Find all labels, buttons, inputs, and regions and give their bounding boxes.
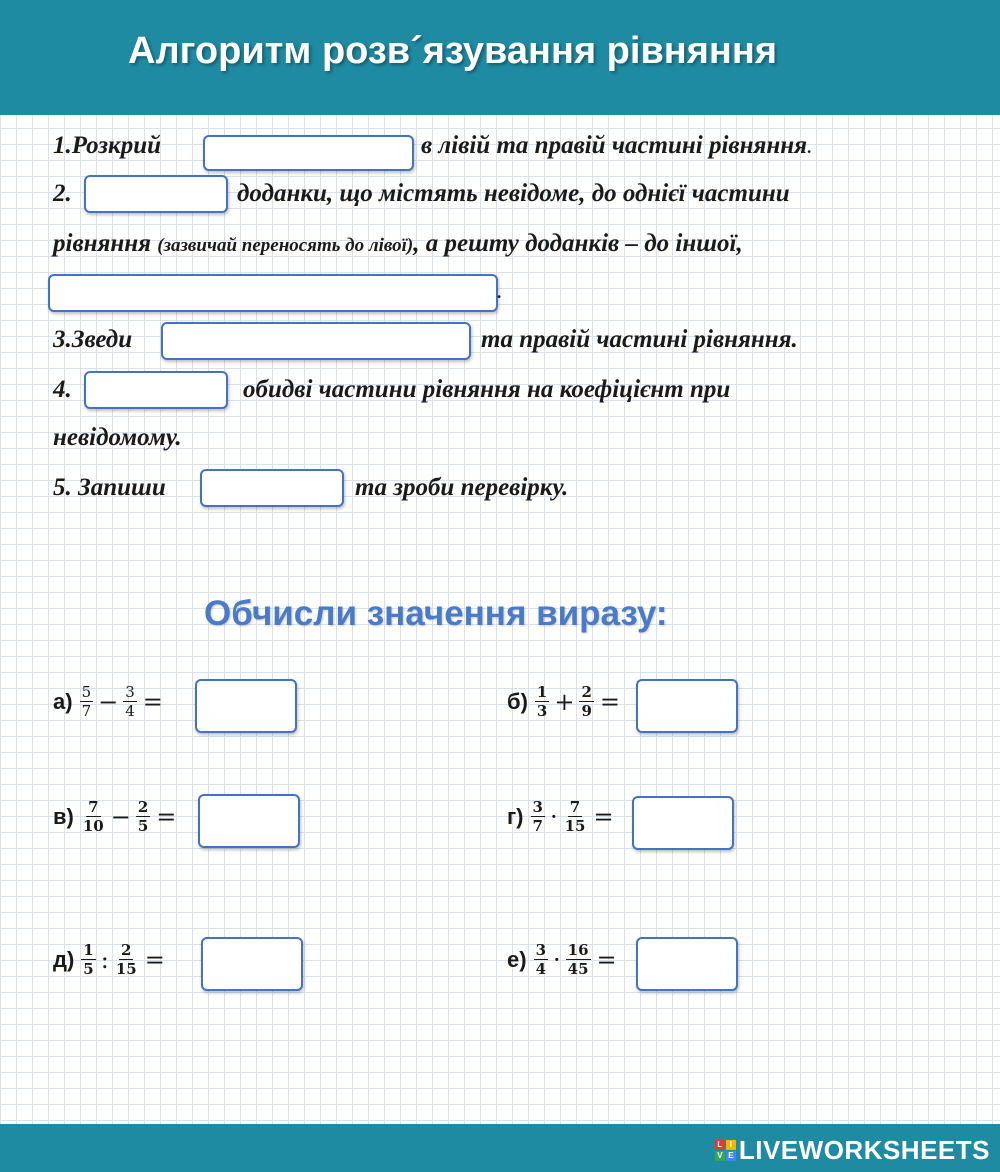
step4-text: обидві частини рівняння на коефіцієнт при	[243, 376, 731, 403]
step3-blank-input[interactable]	[161, 322, 471, 360]
answer-input-d[interactable]	[201, 937, 303, 991]
operator: ·	[549, 802, 558, 831]
answer-input-g[interactable]	[632, 796, 734, 850]
fraction: $\frac{16}{45}$	[567, 941, 589, 978]
step2-text: доданки, що містять невідоме, до однієї частини	[237, 180, 790, 207]
header-banner	[0, 0, 1000, 115]
step2-number: 2.	[53, 180, 72, 207]
exercise-label: д)	[53, 946, 75, 972]
operator: ·	[553, 945, 561, 974]
fraction: $\frac{1}{3}$	[536, 683, 548, 720]
page-title: Алгоритм розв´язування рівняння	[128, 30, 778, 72]
fraction: $\frac{2}{15}$	[115, 941, 137, 978]
fraction: $\frac{7}{15}$	[564, 798, 586, 835]
liveworksheets-logo-icon: L I V E	[715, 1140, 736, 1161]
exercise-label: г)	[507, 803, 524, 829]
fraction: $\frac{3}{4}$	[125, 683, 135, 720]
exercise-e	[507, 941, 617, 978]
fraction: $\frac{7}{10}$	[82, 798, 104, 835]
step2-line2: рівняння (зазвичай переносять до лівої), а решту доданків – до іншої,	[53, 230, 743, 257]
exercise-label: е)	[507, 946, 527, 972]
step2-second-blank-input[interactable]	[48, 274, 498, 312]
liveworksheets-brand[interactable]	[715, 1135, 990, 1166]
step1-blank-input[interactable]	[203, 135, 414, 171]
step3-text: та правій частині рівняння.	[481, 326, 798, 353]
exercise-d	[53, 941, 165, 978]
exercise-a	[53, 683, 163, 720]
fraction: $\frac{3}{7}$	[532, 798, 543, 835]
answer-input-a[interactable]	[195, 679, 297, 733]
equals-sign: =	[593, 802, 614, 831]
fraction: $\frac{5}{7}$	[81, 683, 92, 720]
step5-text: та зроби перевірку.	[355, 474, 569, 501]
equals-sign: =	[599, 687, 621, 716]
equals-sign: =	[156, 802, 177, 831]
step1-text: в лівій та правій частині рівняння.	[421, 132, 812, 159]
answer-input-e[interactable]	[636, 937, 738, 991]
fraction: $\frac{1}{5}$	[83, 941, 94, 978]
exercise-v	[53, 798, 176, 835]
operator: :	[100, 945, 109, 974]
step5-label: 5. Запиши	[53, 474, 166, 501]
operator: −	[98, 687, 119, 716]
step2-blank-input[interactable]	[84, 175, 228, 213]
exercise-label: в)	[53, 803, 74, 829]
step5-blank-input[interactable]	[200, 469, 344, 507]
answer-input-v[interactable]	[198, 794, 300, 848]
exercises-title: Обчисли значення виразу:	[204, 594, 668, 633]
step4-line2: невідомому.	[53, 424, 182, 451]
operator: +	[554, 687, 575, 716]
exercise-label: а)	[53, 688, 73, 714]
step4-number: 4.	[53, 376, 72, 403]
exercise-label: б)	[507, 688, 528, 714]
equals-sign: =	[144, 945, 165, 974]
step2-dot: .	[497, 283, 502, 302]
equals-sign: =	[596, 945, 617, 974]
exercise-g	[507, 798, 614, 835]
answer-input-b[interactable]	[636, 679, 738, 733]
brand-name: LIVEWORKSHEETS	[738, 1135, 990, 1165]
fraction: $\frac{2}{5}$	[137, 798, 149, 835]
exercise-b	[507, 683, 620, 720]
step1-label: 1.Розкрий	[53, 132, 162, 159]
step4-blank-input[interactable]	[84, 371, 228, 409]
step3-label: 3.Зведи	[53, 326, 133, 353]
fraction: $\frac{2}{9}$	[581, 683, 592, 720]
fraction: $\frac{3}{4}$	[535, 941, 546, 978]
equals-sign: =	[142, 687, 163, 716]
footer-banner	[0, 1124, 1000, 1172]
operator: −	[110, 802, 131, 831]
